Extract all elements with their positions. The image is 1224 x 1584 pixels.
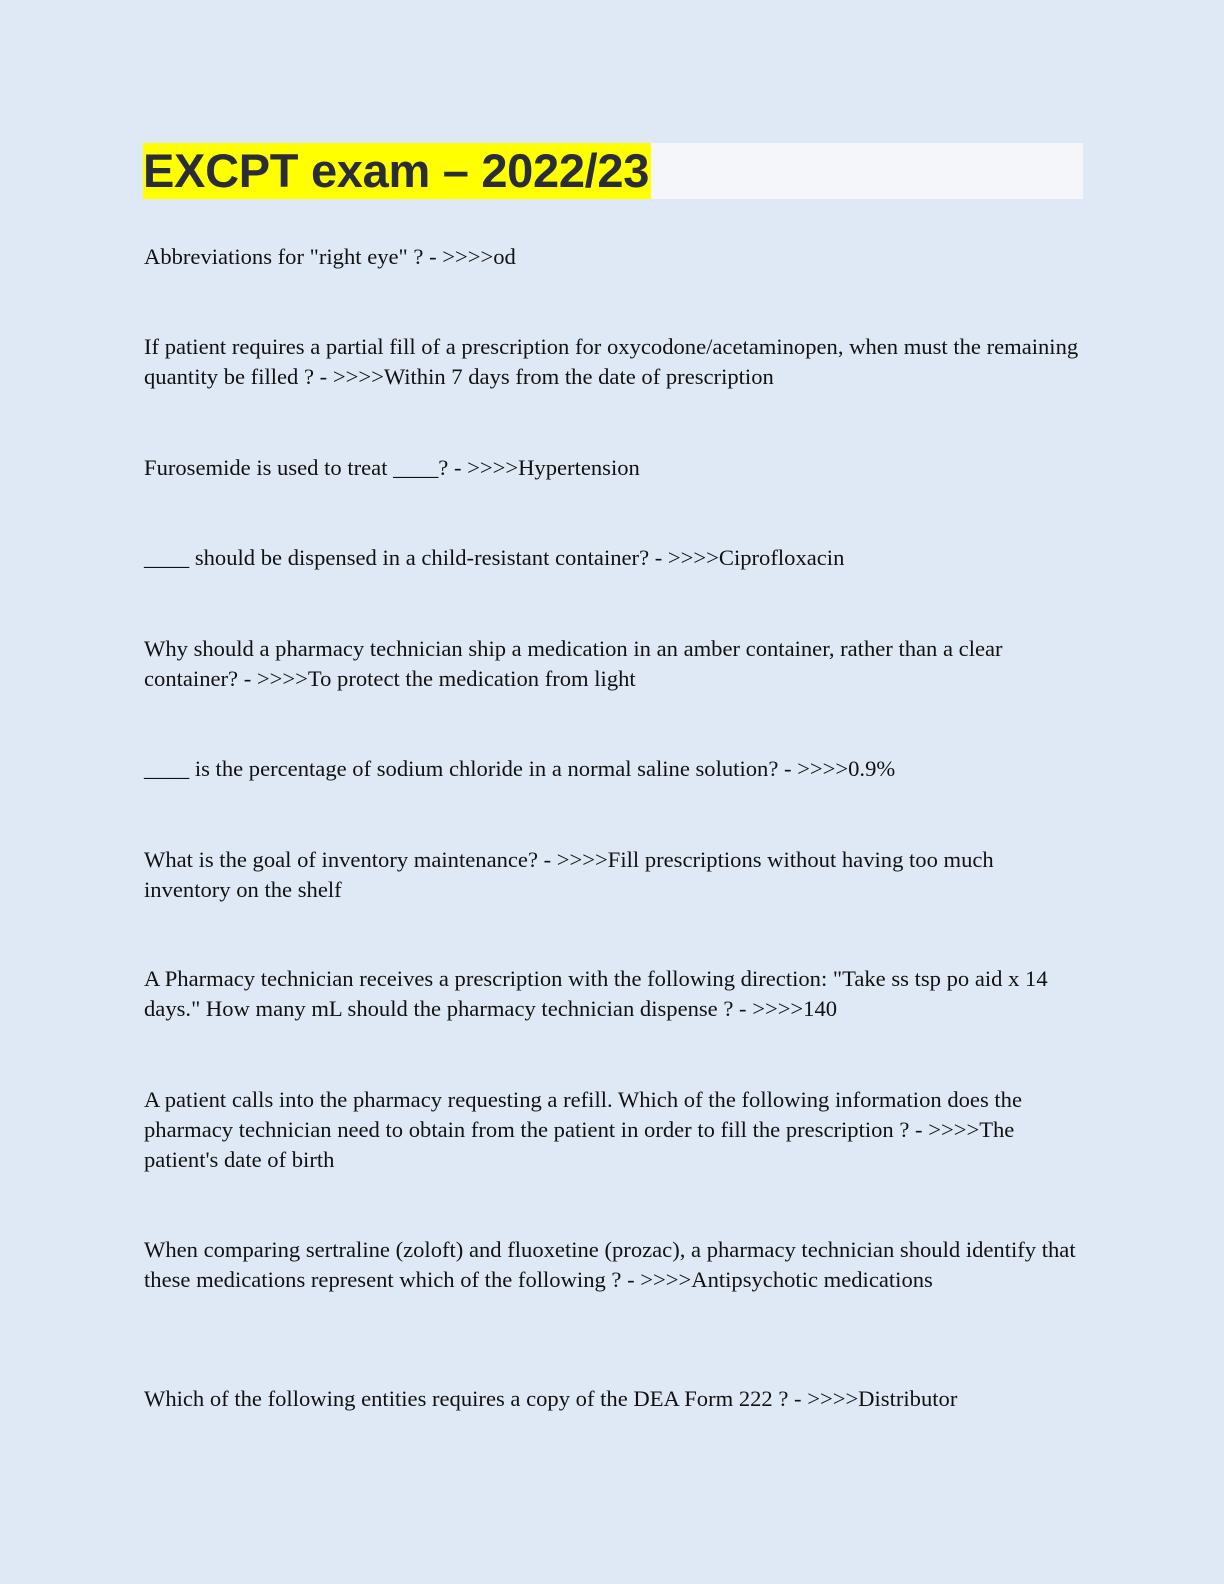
qa-item: Abbreviations for "right eye" ? - >>>>od: [144, 244, 516, 269]
qa-item: Which of the following entities requires a copy of the DEA Form 222 ? - >>>>Distributor: [144, 1386, 958, 1411]
qa-item: ____ is the percentage of sodium chloride in a normal saline solution? - >>>>0.9%: [144, 756, 896, 781]
qa-item: A Pharmacy technician receives a prescription with the following direction: "Take ss tsp po aid x 14 days." How many mL should the pharmacy technician dispense ? - >>>>140: [144, 966, 1048, 1021]
qa-item: If patient requires a partial fill of a prescription for oxycodone/acetaminopen, when must the remaining quantity be filled ? - >>>>Within 7 days from the date of prescription: [144, 334, 1079, 389]
title-bar: [143, 143, 1083, 199]
qa-item: What is the goal of inventory maintenance? - >>>>Fill prescriptions without having too much inventory on the shelf: [144, 847, 994, 902]
qa-item: When comparing sertraline (zoloft) and fluoxetine (prozac), a pharmacy technician should identify that these medications represent which of the following ? - >>>>Antipsychotic medications: [144, 1237, 1076, 1292]
qa-item: Furosemide is used to treat ____? - >>>>Hypertension: [144, 455, 640, 480]
qa-item: A patient calls into the pharmacy requesting a refill. Which of the following information does the pharmacy technician need to obtain from the patient in order to fill the prescription ? - >>>>The patient's date of birth: [144, 1087, 1022, 1172]
qa-item: ____ should be dispensed in a child-resistant container? - >>>>Ciprofloxacin: [144, 545, 845, 570]
qa-item: Why should a pharmacy technician ship a medication in an amber container, rather than a clear container? - >>>>To protect the medication from light: [144, 636, 1003, 691]
document-title: EXCPT exam – 2022/23: [143, 144, 650, 197]
